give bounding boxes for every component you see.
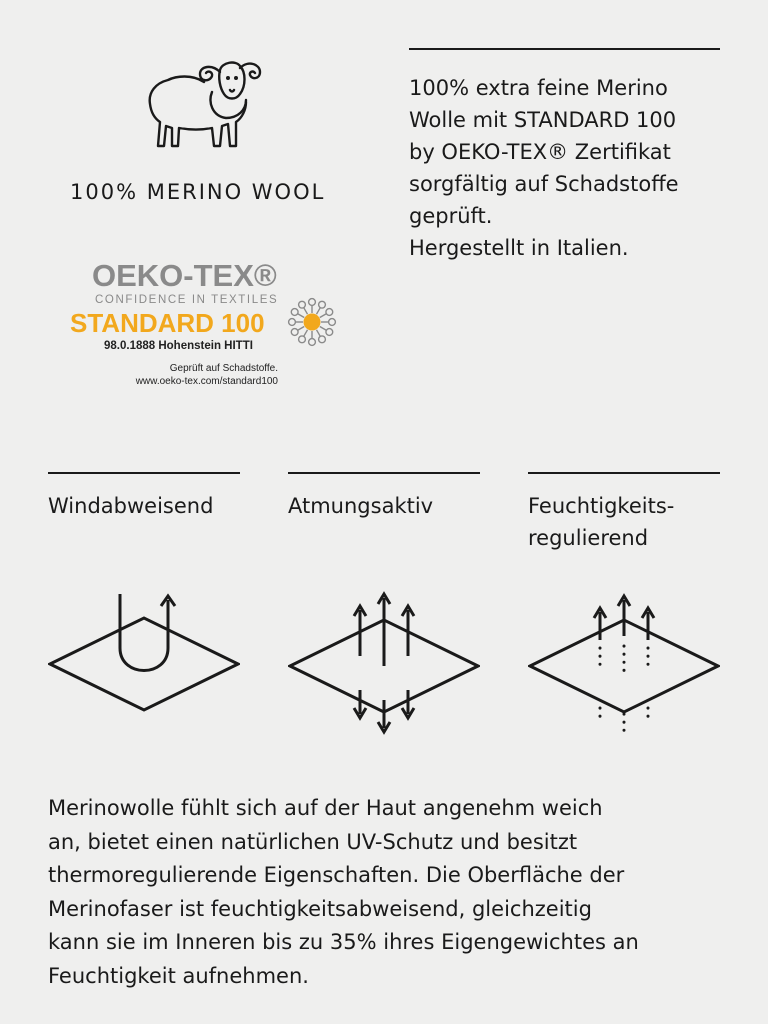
intro-line: by OEKO-TEX® Zertifikat — [409, 140, 671, 164]
breathable-icon — [288, 590, 480, 740]
oeko-tex-title: OEKO-TEX® — [92, 258, 277, 293]
intro-divider — [409, 48, 720, 50]
intro-line: sorgfältig auf Schadstoffe — [409, 172, 679, 196]
wind-deflect-icon — [48, 588, 240, 728]
feature-title-line: regulierend — [528, 526, 649, 550]
description-line: Feuchtigkeit aufnehmen. — [48, 963, 309, 988]
description-line: an, bietet einen natürlichen UV-Schutz und besitzt — [48, 829, 578, 854]
oeko-tex-note — [136, 362, 278, 388]
intro-line: 100% extra feine Merino — [409, 76, 668, 100]
oeko-tex-note-url: www.oeko-tex.com/standard100 — [135, 376, 278, 387]
description-text — [48, 792, 738, 993]
intro-line: geprüft. — [409, 204, 493, 228]
sheep-icon — [142, 52, 266, 152]
merino-wool-label: 100% MERINO WOOL — [70, 180, 326, 204]
description-line: Merinofaser ist feuchtigkeitsabweisend, gleichzeitig — [48, 896, 592, 921]
intro-line: Hergestellt in Italien. — [409, 236, 629, 260]
feature-title-windabweisend — [48, 490, 213, 522]
description-line: thermoregulierende Eigenschaften. Die Oberfläche der — [48, 863, 625, 887]
description-line: Merinowolle fühlt sich auf der Haut angenehm weich — [48, 796, 603, 820]
feature-title-feuchtigkeitsregulierend — [528, 490, 674, 554]
feature-title-line: Windabweisend — [48, 494, 214, 518]
description-line: kann sie im Inneren bis zu 35% ihres Eigengewichtes an — [48, 930, 639, 954]
feature-title-line: Feuchtigkeits- — [528, 494, 675, 518]
oeko-tex-subtitle: CONFIDENCE IN TEXTILES — [95, 294, 279, 306]
moisture-regulating-icon — [528, 590, 720, 740]
intro-text — [409, 72, 739, 264]
feature-divider — [288, 472, 480, 474]
intro-line: Wolle mit STANDARD 100 — [409, 108, 677, 132]
oeko-tex-flower-icon — [286, 296, 338, 348]
oeko-tex-label — [60, 258, 350, 398]
oeko-tex-standard: STANDARD 100 — [70, 308, 265, 338]
oeko-tex-note-line: Geprüft auf Schadstoffe. — [169, 363, 278, 374]
feature-divider — [48, 472, 240, 474]
oeko-tex-id: 98.0.1888 Hohenstein HITTI — [104, 340, 253, 352]
feature-title-atmungsaktiv — [288, 490, 433, 522]
feature-title-line: Atmungsaktiv — [288, 494, 434, 518]
feature-divider — [528, 472, 720, 474]
